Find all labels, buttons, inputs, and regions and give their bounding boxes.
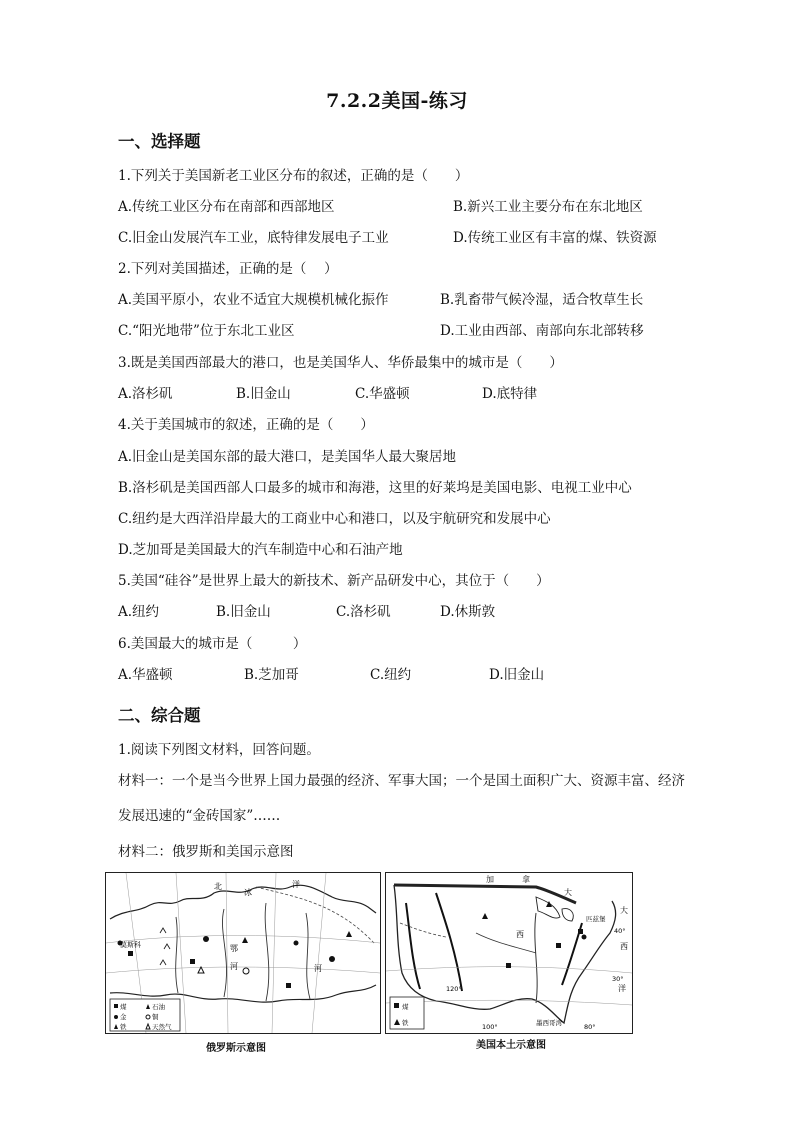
question-3-option-d: D.底特律 [482, 386, 538, 402]
material-1-line-1: 材料一：一个是当今世界上国力最强的经济、军事大国；一个是国土面积广大、资源丰富、经济 [118, 773, 685, 789]
russia-map-caption: 俄罗斯示意图 [206, 1043, 266, 1054]
section-heading-comprehensive: 二、综合题 [118, 706, 201, 725]
question-3-option-a: A.洛杉矶 [118, 386, 173, 402]
russia-legend-copper: 铜 [152, 1013, 159, 1021]
question-6-stem: 6.美国最大的城市是（ ） [118, 636, 307, 652]
question-1-option-a: A.传统工业区分布在南部和西部地区 [118, 199, 335, 215]
usa-map-label-100: 100° [482, 1023, 498, 1031]
question-2-option-c: C.“阳光地带”位于东北工业区 [118, 323, 295, 339]
question-2-option-b: B.乳畜带气候冷湿，适合牧草生长 [440, 292, 644, 308]
russia-map-label-e: 鄂 [230, 944, 238, 953]
question-6-option-b: B.芝加哥 [244, 667, 299, 683]
comprehensive-question-1: 1.阅读下列图文材料，回答问题。 [118, 742, 320, 758]
russia-map-label-moscow: 莫斯科 [120, 941, 141, 949]
question-1-option-c: C.旧金山发展汽车工业，底特律发展电子工业 [118, 230, 389, 246]
question-4-option-c: C.纽约是大西洋沿岸最大的工商业中心和港口，以及宇航研究和发展中心 [118, 511, 551, 527]
usa-map-label-atlantic-da: 大 [620, 906, 628, 915]
russia-map [105, 872, 381, 1034]
page-title: 7.2.2美国-练习 [326, 90, 468, 112]
question-3-stem: 3.既是美国西部最大的港口，也是美国华人、华侨最集中的城市是（ ） [118, 355, 563, 371]
question-1-stem: 1.下列关于美国新老工业区分布的叙述，正确的是（ ） [118, 168, 469, 184]
question-5-option-d: D.休斯敦 [440, 604, 496, 620]
usa-legend-coal: 煤 [402, 1003, 409, 1011]
russia-map-drawing [106, 873, 380, 1033]
russia-legend-oil: 石油 [152, 1003, 165, 1011]
usa-map-label-na: 拿 [522, 875, 530, 884]
question-2-option-d: D.工业由西部、南部向东北部转移 [440, 323, 644, 339]
question-2-option-a: A.美国平原小，农业不适宜大规模机械化振作 [118, 292, 389, 308]
russia-legend-iron: 铁 [120, 1023, 127, 1031]
usa-map-label-atlantic-yang: 洋 [618, 984, 626, 993]
question-1-option-d: D.传统工业区有丰富的煤、铁资源 [453, 230, 657, 246]
question-6-option-a: A.华盛顿 [118, 667, 173, 683]
usa-map-caption: 美国本土示意图 [476, 1040, 546, 1051]
question-5-option-b: B.旧金山 [216, 604, 271, 620]
russia-map-label-he1: 河 [230, 962, 238, 971]
usa-map [385, 872, 633, 1034]
question-5-option-a: A.纽约 [118, 604, 160, 620]
usa-map-label-xi: 西 [516, 930, 524, 939]
material-1-line-2: 发展迅速的“金砖国家”…… [118, 808, 281, 824]
usa-map-label-pittsburgh: 匹兹堡 [586, 915, 606, 923]
russia-map-label-he2: 河 [314, 964, 322, 973]
question-4-option-a: A.旧金山是美国东部的最大港口，是美国华人最大聚居地 [118, 449, 457, 465]
russia-map-label-bing: 冰 [244, 888, 252, 897]
usa-map-drawing [386, 873, 632, 1033]
usa-legend-iron: 铁 [402, 1019, 409, 1027]
usa-map-label-gulf: 墨西哥湾 [536, 1019, 562, 1027]
material-2-label: 材料二：俄罗斯和美国示意图 [118, 844, 294, 860]
usa-map-label-da: 大 [564, 888, 572, 897]
question-5-stem: 5.美国“硅谷”是世界上最大的新技术、新产品研发中心，其位于（ ） [118, 573, 550, 589]
russia-map-label-yang: 洋 [292, 880, 300, 889]
section-heading-choice: 一、选择题 [118, 132, 201, 151]
russia-legend-gas: 天然气 [152, 1023, 172, 1031]
question-3-option-b: B.旧金山 [236, 386, 291, 402]
usa-map-label-jia: 加 [486, 875, 494, 884]
question-4-option-d: D.芝加哥是美国最大的汽车制造中心和石油产地 [118, 542, 403, 558]
usa-map-label-40: 40° [614, 927, 626, 935]
question-5-option-c: C.洛杉矶 [336, 604, 391, 620]
question-4-option-b: B.洛杉矶是美国西部人口最多的城市和海港，这里的好莱坞是美国电影、电视工业中心 [118, 480, 632, 496]
usa-map-label-80: 80° [584, 1023, 596, 1031]
usa-map-label-atlantic-xi: 西 [620, 942, 628, 951]
usa-map-label-30: 30° [612, 975, 624, 983]
question-1-option-b: B.新兴工业主要分布在东北地区 [453, 199, 643, 215]
question-2-stem: 2.下列对美国描述，正确的是（ ） [118, 261, 338, 277]
question-4-stem: 4.关于美国城市的叙述，正确的是（ ） [118, 417, 374, 433]
russia-legend-coal: 煤 [120, 1003, 127, 1011]
russia-legend-gold: 金 [120, 1013, 127, 1021]
question-6-option-c: C.纽约 [370, 667, 412, 683]
question-6-option-d: D.旧金山 [489, 667, 545, 683]
question-3-option-c: C.华盛顿 [355, 386, 410, 402]
russia-map-label-bei: 北 [214, 882, 222, 891]
usa-map-label-120: 120° [446, 985, 462, 993]
